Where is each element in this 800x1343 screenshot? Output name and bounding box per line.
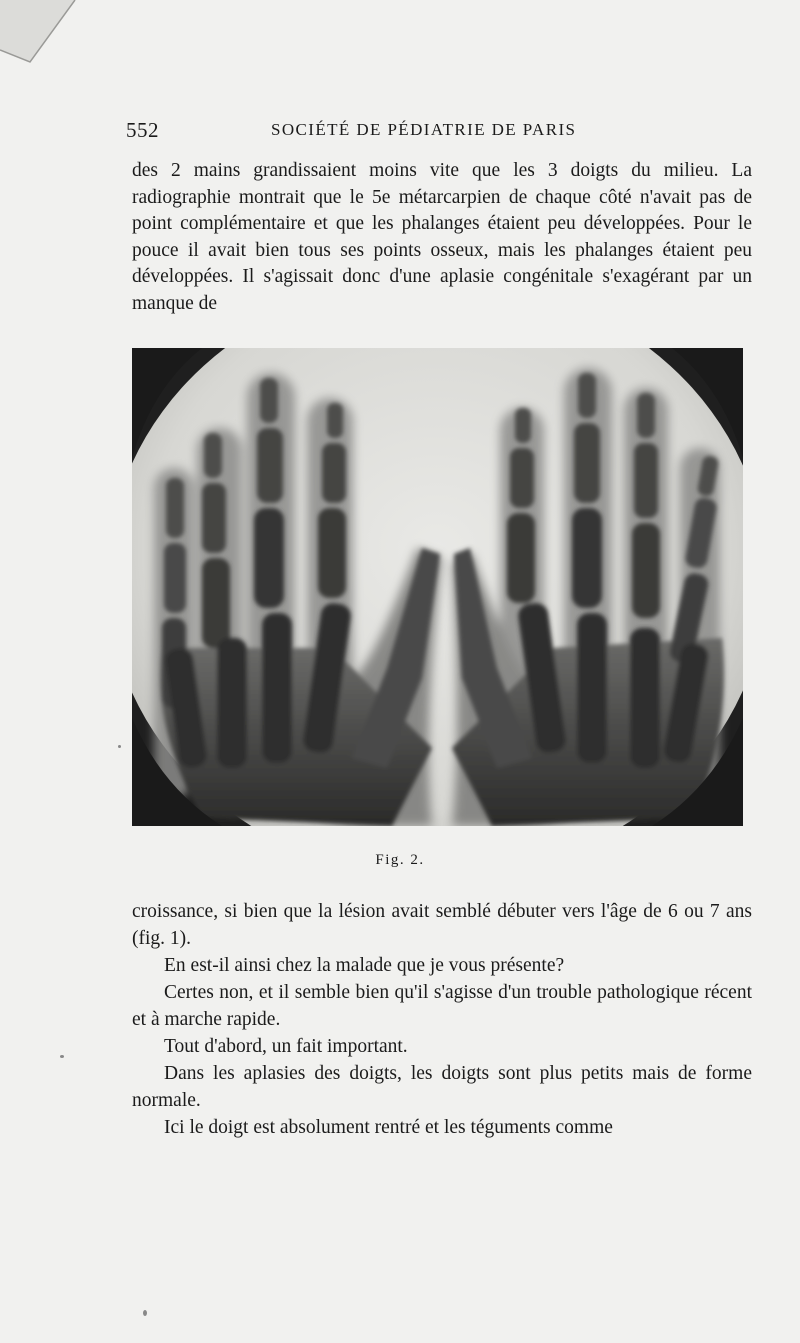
paper-speck — [118, 745, 121, 748]
folded-corner — [0, 0, 80, 80]
paragraph: des 2 mains grandissaient moins vite que les 3 doigts du milieu. La radiographie montrait que le 5e métarcarpien de chaque côté n'avait pas de point complémentaire et que les phalanges étaient peu développées. Pour le pouce il avait bien tous ses points osseux, mais les phalanges étaient peu développées. Il s'agissait donc d'une aplasie congénitale s'exagérant par un manque de — [132, 160, 752, 314]
paper-speck — [60, 1055, 64, 1058]
paragraph: Ici le doigt est absolument rentré et les téguments comme — [164, 1117, 613, 1138]
paper-speck — [143, 1310, 147, 1316]
paragraph: Dans les aplasies des doigts, les doigts sont plus petits mais de forme normale. — [132, 1063, 752, 1111]
paragraph: Tout d'abord, un fait important. — [164, 1036, 408, 1057]
x-ray-figure — [132, 348, 743, 826]
page-header — [126, 118, 746, 146]
paragraph: En est-il ainsi chez la malade que je vous présente? — [164, 955, 565, 976]
body-text-top — [132, 158, 752, 317]
body-text-bottom — [132, 898, 752, 1141]
figure-caption: Fig. 2. — [375, 852, 425, 868]
paragraph: Certes non, et il semble bien qu'il s'agisse d'un trouble pathologique récent et à marche rapide. — [132, 982, 752, 1030]
hand-radiograph-image — [132, 348, 743, 826]
page-number: 552 — [126, 118, 159, 142]
running-head: SOCIÉTÉ DE PÉDIATRIE DE PARIS — [271, 120, 577, 139]
paragraph: croissance, si bien que la lésion avait semblé débuter vers l'âge de 6 ou 7 ans (fig. 1). — [132, 901, 752, 949]
